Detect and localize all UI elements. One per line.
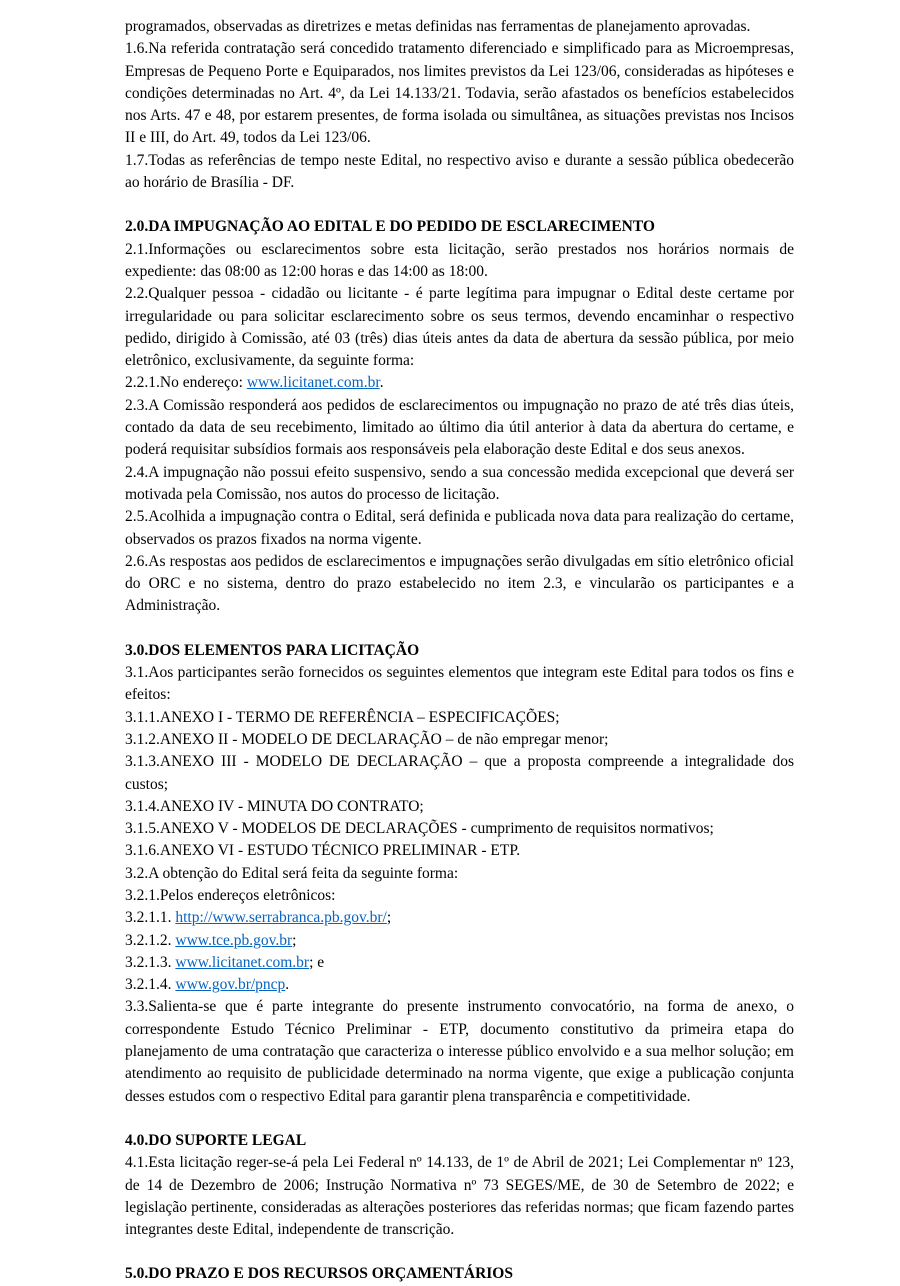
item-2-2-1-suffix: . <box>379 374 384 392</box>
item-3-2-1-3-prefix: 3.2.1.3. <box>125 953 176 971</box>
pncp-link[interactable]: www.gov.br/pncp <box>175 976 286 994</box>
section-5-heading: 5.0.DO PRAZO E DOS RECURSOS ORÇAMENTÁRIOS <box>125 1265 513 1283</box>
section-3-heading: 3.0.DOS ELEMENTOS PARA LICITAÇÃO <box>125 641 420 659</box>
item-4-1: 4.1.Esta licitação reger-se-á pela Lei Federal nº 14.133, de 1º de Abril de 2021; Lei Complementar nº 123, de 14 de Dezembro de 2006; Instrução Normativa nº 73 SEGES/ME, de 30 de Setembro de 2022; e legislação pertinente, consideradas as alterações posteriores das referidas normas; que ficam fazendo partes integrantes deste Edital, independente de transcrição. <box>125 1154 794 1239</box>
item-3-1-4: 3.1.4.ANEXO IV - MINUTA DO CONTRATO; <box>125 797 424 815</box>
item-3-1-5: 3.1.5.ANEXO V - MODELOS DE DECLARAÇÕES - cumprimento de requisitos normativos; <box>125 820 714 838</box>
item-3-1-6: 3.1.6.ANEXO VI - ESTUDO TÉCNICO PRELIMINAR - ETP. <box>125 842 521 860</box>
serrabranca-link[interactable]: http://www.serrabranca.pb.gov.br/ <box>175 909 387 927</box>
item-3-2-1-2 <box>125 930 794 952</box>
item-1-7: 1.7.Todas as referências de tempo neste Edital, no respectivo aviso e durante a sessão pública obedecerão ao horário de Brasília - DF. <box>125 151 794 192</box>
item-3-2-1-3-suffix: ; e <box>309 953 325 971</box>
item-2-6: 2.6.As respostas aos pedidos de esclarecimentos e impugnações serão divulgadas em sítio eletrônico oficial do ORC e no sistema, dentro do prazo estabelecido no item 2.3, e vincularão os participantes e a Administração. <box>125 552 794 615</box>
item-3-2-1-4 <box>125 974 794 996</box>
item-3-2-1-1 <box>125 907 794 929</box>
intro-paragraph: programados, observadas as diretrizes e metas definidas nas ferramentas de planejamento aprovadas. <box>125 18 751 35</box>
tce-pb-link[interactable]: www.tce.pb.gov.br <box>175 931 293 949</box>
item-2-4: 2.4.A impugnação não possui efeito suspensivo, sendo a sua concessão medida excepcional que deverá ser motivada pela Comissão, nos autos do processo de licitação. <box>125 463 794 503</box>
section-4-heading: 4.0.DO SUPORTE LEGAL <box>125 1131 307 1149</box>
item-3-2-1-2-suffix: ; <box>292 931 297 949</box>
item-2-5: 2.5.Acolhida a impugnação contra o Edital, será definida e publicada nova data para realização do certame, observados os prazos fixados na norma vigente. <box>125 508 794 548</box>
item-3-2-1-4-suffix: . <box>285 976 290 994</box>
item-2-2: 2.2.Qualquer pessoa - cidadão ou licitante - é parte legítima para impugnar o Edital deste certame por irregularidade ou para solicitar esclarecimento sobre os seus termos, devendo encaminhar o respectivo pedido, dirigido à Comissão, até 03 (três) dias úteis antes da data de abertura da sessão pública, por meio eletrônico, exclusivamente, da seguinte forma: <box>125 285 794 370</box>
item-2-2-1-prefix: 2.2.1.No endereço: <box>125 374 247 392</box>
item-2-2-1 <box>125 372 794 394</box>
item-3-2-1-1-prefix: 3.2.1.1. <box>125 909 176 927</box>
item-2-3: 2.3.A Comissão responderá aos pedidos de esclarecimentos ou impugnação no prazo de até três dias úteis, contado da data de seu recebimento, limitado ao último dia útil anterior à data da abertura do certame, e poderá requisitar subsídios formais aos responsáveis pela elaboração deste Edital e dos seus anexos. <box>125 396 794 459</box>
item-3-3: 3.3.Salienta-se que é parte integrante do presente instrumento convocatório, na forma de anexo, o correspondente Estudo Técnico Preliminar - ETP, documento constitutivo da primeira etapa do planejamento de uma contratação que caracteriza o interesse público envolvido e a sua melhor solução; em atendimento ao requisito de publicidade determinado na norma vigente, que exige a publicação conjunta desses estudos com o respectivo Edital para garantir plena transparência e competitividade. <box>125 998 794 1105</box>
item-3-2-1-2-prefix: 3.2.1.2. <box>125 931 176 949</box>
licitanet-link-2[interactable]: www.licitanet.com.br <box>175 953 310 971</box>
item-3-1-1: 3.1.1.ANEXO I - TERMO DE REFERÊNCIA – ESPECIFICAÇÕES; <box>125 708 560 726</box>
item-3-1-2: 3.1.2.ANEXO II - MODELO DE DECLARAÇÃO – de não empregar menor; <box>125 730 609 748</box>
item-3-2: 3.2.A obtenção do Edital será feita da seguinte forma: <box>125 864 459 882</box>
item-3-2-1: 3.2.1.Pelos endereços eletrônicos: <box>125 886 336 904</box>
item-3-2-1-3 <box>125 952 794 974</box>
item-3-1-3: 3.1.3.ANEXO III - MODELO DE DECLARAÇÃO – que a proposta compreende a integralidade dos custos; <box>125 753 794 793</box>
item-3-2-1-1-suffix: ; <box>386 909 392 927</box>
item-3-1: 3.1.Aos participantes serão fornecidos os seguintes elementos que integram este Edital para todos os fins e efeitos: <box>125 664 794 704</box>
item-2-1: 2.1.Informações ou esclarecimentos sobre esta licitação, serão prestados nos horários normais de expediente: das 08:00 as 12:00 horas e das 14:00 as 18:00. <box>125 240 794 280</box>
licitanet-link[interactable]: www.licitanet.com.br <box>246 374 380 392</box>
item-3-2-1-4-prefix: 3.2.1.4. <box>125 976 176 994</box>
item-1-6: 1.6.Na referida contratação será concedido tratamento diferenciado e simplificado para as Microempresas, Empresas de Pequeno Porte e Equiparados, nos limites previstos da Lei 123/06, consideradas as hipóteses e condições determinadas no Art. 4º, da Lei 14.133/21. Todavia, serão afastados os benefícios estabelecidos nos Arts. 47 e 48, por estarem presentes, de forma isolada ou simultânea, as situações previstas nos Incisos II e III, do Art. 49, todos da Lei 123/06. <box>125 40 794 147</box>
section-2-heading: 2.0.DA IMPUGNAÇÃO AO EDITAL E DO PEDIDO DE ESCLARECIMENTO <box>125 218 655 236</box>
